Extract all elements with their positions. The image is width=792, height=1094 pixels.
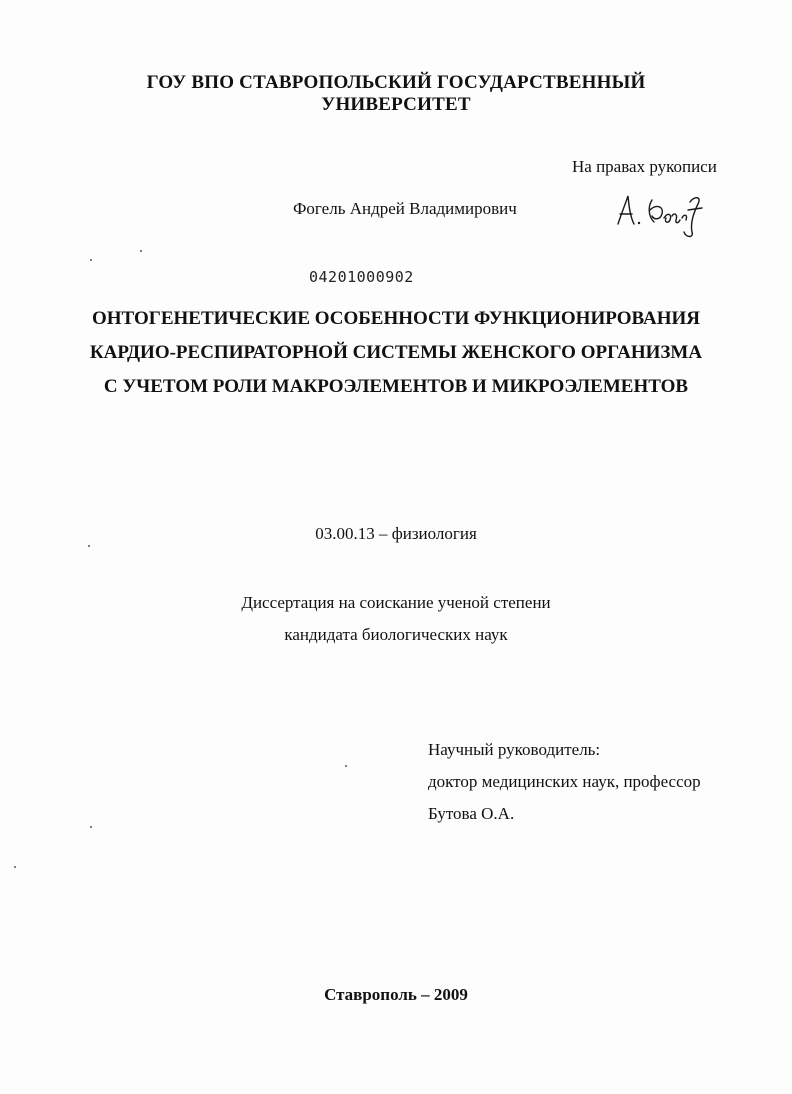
scan-speck: [90, 259, 92, 261]
document-code: 04201000902: [309, 268, 414, 286]
author-name: Фогель Андрей Владимирович: [293, 199, 517, 218]
scan-speck: [90, 826, 92, 828]
title-line-3: С УЧЕТОМ РОЛИ МАКРОЭЛЕМЕНТОВ И МИКРОЭЛЕМЕНТОВ: [103, 376, 689, 397]
supervisor-name: Бутова О.А.: [428, 804, 515, 823]
scan-speck: [345, 765, 347, 767]
degree-line-2: кандидата биологических наук: [284, 625, 508, 644]
scan-speck: [140, 250, 142, 252]
institution-line-2: УНИВЕРСИТЕТ: [321, 94, 471, 115]
scan-speck: [88, 545, 90, 547]
degree-statement: [0, 587, 792, 651]
institution-header: [0, 72, 792, 116]
title-line-1: ОНТОГЕНЕТИЧЕСКИЕ ОСОБЕННОСТИ ФУНКЦИОНИРОВАНИЯ: [92, 308, 700, 329]
dissertation-title: [0, 302, 792, 404]
supervisor-label: Научный руководитель:: [428, 740, 601, 759]
supervisor-rank: доктор медицинских наук, профессор: [428, 772, 701, 791]
signature-image: [612, 192, 712, 240]
degree-line-1: Диссертация на соискание ученой степени: [241, 593, 551, 612]
scan-speck: [14, 866, 16, 868]
institution-line-1: ГОУ ВПО СТАВРОПОЛЬСКИЙ ГОСУДАРСТВЕННЫЙ: [146, 72, 646, 93]
supervisor-block: [428, 734, 701, 830]
rights-note: На правах рукописи: [572, 157, 717, 176]
specialty-code: 03.00.13 – физиология: [315, 524, 477, 543]
title-line-2: КАРДИО-РЕСПИРАТОРНОЙ СИСТЕМЫ ЖЕНСКОГО ОРГАНИЗМА: [89, 342, 703, 363]
city-year: Ставрополь – 2009: [324, 985, 468, 1004]
